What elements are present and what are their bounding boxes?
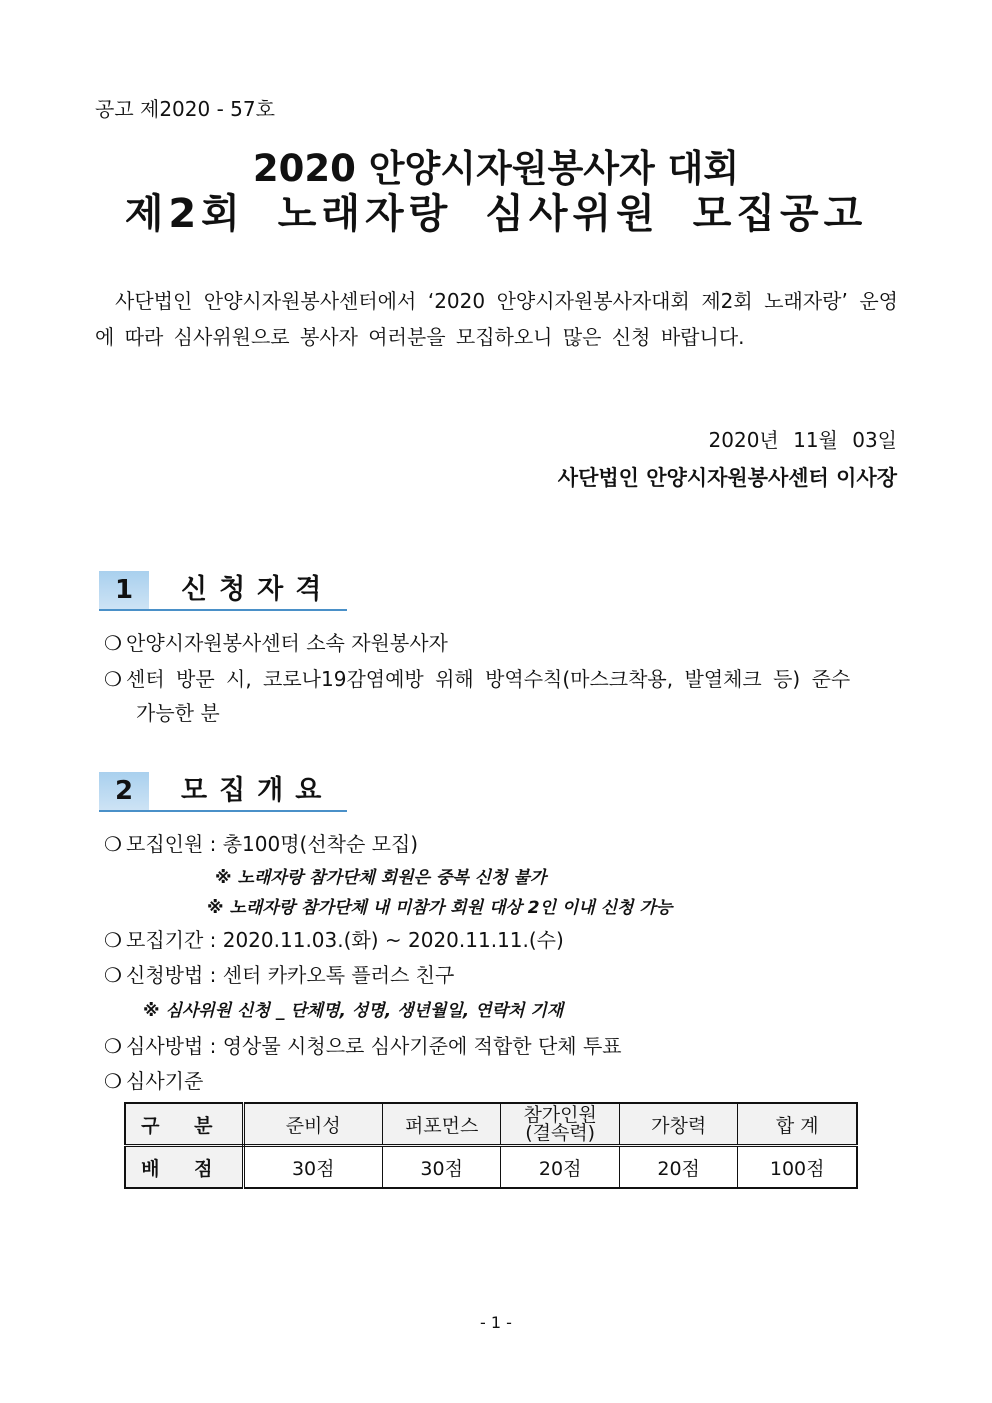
bullet-circle-icon: ❍ — [104, 631, 122, 655]
note: ※ 심사위원 신청 _ 단체명, 성명, 생년월일, 연락처 기재 — [143, 1001, 564, 1021]
list-item-text: 모집인원 : 총100명(선착순 모집) — [126, 832, 419, 856]
list-item — [104, 1065, 203, 1094]
list-item-text: 모집기간 : 2020.11.03.(화) ~ 2020.11.11.(수) — [126, 928, 564, 952]
note: ※ 노래자랑 참가단체 회원은 중복 신청 불가 — [215, 868, 547, 888]
table-cell: 30점 — [243, 1146, 382, 1189]
title-line-1: 2020 안양시자원봉사자 대회 — [252, 147, 740, 190]
list-item-text: 신청방법 : 센터 카카오톡 플러스 친구 — [126, 963, 455, 987]
list-item — [104, 663, 850, 692]
table-header-cell: 준비성 — [243, 1103, 382, 1146]
table-header-cell: 가창력 — [619, 1103, 737, 1146]
bullet-circle-icon: ❍ — [104, 928, 122, 952]
issuer: 사단법인 안양시자원봉사센터 이사장 — [557, 466, 897, 490]
intro-paragraph: 사단법인 안양시자원봉사센터에서 ‘2020 안양시자원봉사자대회 제2회 노래자랑’ 운영에 따라 심사위원으로 봉사자 여러분을 모집하오니 많은 신청 바랍니다. — [95, 289, 898, 349]
bullet-circle-icon: ❍ — [104, 832, 122, 856]
list-item-text: 센터 방문 시, 코로나19감염예방 위해 방역수칙(마스크착용, 발열체크 등) 준수 — [126, 667, 851, 691]
title-line-2: 제2회 노래자랑 심사위원 모집공고 — [124, 191, 868, 237]
section-number: 2 — [99, 772, 149, 810]
criteria-table — [124, 1102, 858, 1189]
list-item-text: 안양시자원봉사센터 소속 자원봉사자 — [126, 631, 448, 655]
bullet-circle-icon: ❍ — [104, 667, 122, 691]
notice-number: 공고 제2020 - 57호 — [95, 97, 275, 121]
list-item — [104, 959, 454, 988]
table-cell: 20점 — [619, 1146, 737, 1189]
bullet-circle-icon: ❍ — [104, 1069, 122, 1093]
section-1-heading — [99, 571, 347, 611]
issue-date: 2020년 11월 03일 — [708, 428, 897, 452]
list-item-text: 심사방법 : 영상물 시청으로 심사기준에 적합한 단체 투표 — [126, 1034, 622, 1058]
section-title: 모집개요 — [181, 775, 334, 806]
section-2-heading — [99, 772, 347, 812]
table-cell: 20점 — [501, 1146, 620, 1189]
table-header-cell: 퍼포먼스 — [382, 1103, 500, 1146]
section-title: 신청자격 — [181, 574, 334, 605]
list-item-text: 심사기준 — [126, 1069, 204, 1093]
table-header-cell: 합 계 — [738, 1103, 857, 1146]
header-line: 참가인원 — [523, 1104, 597, 1126]
list-item — [104, 1030, 622, 1059]
section-number: 1 — [99, 571, 149, 609]
list-item — [104, 924, 564, 953]
header-line: (결속력) — [525, 1122, 596, 1144]
table-row — [125, 1146, 857, 1189]
bullet-circle-icon: ❍ — [104, 963, 122, 987]
page-number: - 1 - — [480, 1313, 512, 1332]
bullet-circle-icon: ❍ — [104, 1034, 122, 1058]
table-cell: 30점 — [382, 1146, 500, 1189]
table-header-cell: 구 분 — [125, 1103, 243, 1146]
list-item-continuation: 가능한 분 — [136, 701, 220, 725]
table-row-label: 배 점 — [125, 1146, 243, 1189]
list-item — [104, 828, 418, 857]
list-item — [104, 627, 448, 656]
table-cell: 100점 — [738, 1146, 857, 1189]
note: ※ 노래자랑 참가단체 내 미참가 회원 대상 2인 이내 신청 가능 — [207, 898, 673, 918]
table-header-cell — [501, 1103, 620, 1146]
section-underline — [99, 609, 347, 611]
table-header-row — [125, 1103, 857, 1146]
section-underline — [99, 810, 347, 812]
